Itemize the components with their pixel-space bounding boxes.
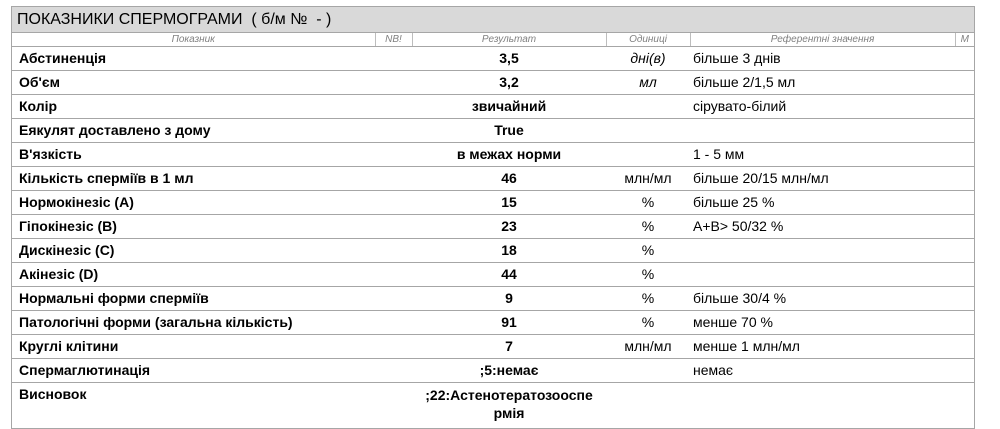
row-result: 7 bbox=[412, 335, 606, 359]
table-row bbox=[12, 335, 974, 359]
row-result: 44 bbox=[412, 263, 606, 287]
table-header-row bbox=[12, 33, 974, 47]
row-unit: дні(в) bbox=[606, 47, 690, 71]
row-result: ;22:Астенотератозооспе рмія bbox=[425, 387, 593, 421]
row-name: Абстиненція bbox=[12, 47, 375, 71]
row-nb bbox=[375, 311, 412, 335]
row-m bbox=[955, 167, 974, 191]
row-m bbox=[955, 239, 974, 263]
row-m bbox=[955, 383, 974, 429]
row-m bbox=[955, 191, 974, 215]
row-unit: млн/мл bbox=[606, 167, 690, 191]
row-result: True bbox=[412, 119, 606, 143]
row-reference bbox=[690, 119, 955, 143]
row-unit bbox=[606, 383, 690, 429]
row-name: Акінезіс (D) bbox=[12, 263, 375, 287]
row-unit: % bbox=[606, 311, 690, 335]
row-name: Об'єм bbox=[12, 71, 375, 95]
table-row bbox=[12, 119, 974, 143]
row-m bbox=[955, 335, 974, 359]
row-name: Дискінезіс (С) bbox=[12, 239, 375, 263]
row-result: ;5:немає bbox=[412, 359, 606, 383]
header-reference: Референтні значення bbox=[690, 33, 955, 47]
table-row bbox=[12, 47, 974, 71]
table-row bbox=[12, 311, 974, 335]
panel-title: ПОКАЗНИКИ СПЕРМОГРАМИ ( б/м № - ) bbox=[12, 7, 974, 33]
row-nb bbox=[375, 263, 412, 287]
header-nb: NB! bbox=[375, 33, 412, 47]
row-nb bbox=[375, 119, 412, 143]
row-reference: більше 25 % bbox=[690, 191, 955, 215]
row-nb bbox=[375, 359, 412, 383]
row-result: в межах норми bbox=[412, 143, 606, 167]
row-m bbox=[955, 119, 974, 143]
row-name: Кількість сперміїв в 1 мл bbox=[12, 167, 375, 191]
row-nb bbox=[375, 239, 412, 263]
spermogram-panel bbox=[11, 6, 975, 429]
row-name: Гіпокінезіс (В) bbox=[12, 215, 375, 239]
row-unit: % bbox=[606, 263, 690, 287]
header-units: Одиниці bbox=[606, 33, 690, 47]
row-nb bbox=[375, 287, 412, 311]
row-nb bbox=[375, 215, 412, 239]
row-unit: млн/мл bbox=[606, 335, 690, 359]
row-result: 23 bbox=[412, 215, 606, 239]
row-name: Нормокінезіс (А) bbox=[12, 191, 375, 215]
header-result: Результат bbox=[412, 33, 606, 47]
row-reference: більше 3 днів bbox=[690, 47, 955, 71]
row-result: звичайний bbox=[412, 95, 606, 119]
table-row bbox=[12, 71, 974, 95]
table-row bbox=[12, 359, 974, 383]
row-nb bbox=[375, 143, 412, 167]
row-result: 9 bbox=[412, 287, 606, 311]
table-row bbox=[12, 95, 974, 119]
row-reference: менше 70 % bbox=[690, 311, 955, 335]
row-result: 18 bbox=[412, 239, 606, 263]
row-result: 46 bbox=[412, 167, 606, 191]
row-nb bbox=[375, 47, 412, 71]
row-unit: мл bbox=[606, 71, 690, 95]
row-m bbox=[955, 143, 974, 167]
table-row bbox=[12, 215, 974, 239]
row-unit: % bbox=[606, 215, 690, 239]
row-name: Еякулят доставлено з дому bbox=[12, 119, 375, 143]
row-m bbox=[955, 263, 974, 287]
row-unit bbox=[606, 359, 690, 383]
row-name: Патологічні форми (загальна кількість) bbox=[12, 311, 375, 335]
row-result: 3,2 bbox=[412, 71, 606, 95]
row-name: Круглі клітини bbox=[12, 335, 375, 359]
table-row bbox=[12, 263, 974, 287]
table-row bbox=[12, 239, 974, 263]
row-reference bbox=[690, 239, 955, 263]
row-m bbox=[955, 359, 974, 383]
row-unit bbox=[606, 95, 690, 119]
row-reference: більше 20/15 млн/мл bbox=[690, 167, 955, 191]
header-indicator: Показник bbox=[12, 33, 375, 47]
row-reference: 1 - 5 мм bbox=[690, 143, 955, 167]
row-name: В'язкість bbox=[12, 143, 375, 167]
row-reference: А+В> 50/32 % bbox=[690, 215, 955, 239]
row-nb bbox=[375, 95, 412, 119]
row-reference: більше 2/1,5 мл bbox=[690, 71, 955, 95]
row-name: Висновок bbox=[19, 386, 87, 402]
results-table bbox=[12, 33, 974, 428]
row-unit: % bbox=[606, 239, 690, 263]
row-nb bbox=[375, 167, 412, 191]
row-name: Колір bbox=[12, 95, 375, 119]
row-m bbox=[955, 47, 974, 71]
header-m: М bbox=[955, 33, 974, 47]
row-result: 15 bbox=[412, 191, 606, 215]
row-unit bbox=[606, 143, 690, 167]
row-reference: немає bbox=[690, 359, 955, 383]
row-reference bbox=[690, 383, 955, 429]
row-reference bbox=[690, 263, 955, 287]
row-unit bbox=[606, 119, 690, 143]
row-nb bbox=[375, 383, 412, 429]
row-m bbox=[955, 215, 974, 239]
table-row bbox=[12, 143, 974, 167]
table-row bbox=[12, 191, 974, 215]
table-row bbox=[12, 167, 974, 191]
table-row bbox=[12, 287, 974, 311]
row-unit: % bbox=[606, 287, 690, 311]
table-row bbox=[12, 383, 974, 429]
row-name: Спермаглютинація bbox=[12, 359, 375, 383]
row-m bbox=[955, 71, 974, 95]
row-m bbox=[955, 287, 974, 311]
row-unit: % bbox=[606, 191, 690, 215]
row-m bbox=[955, 311, 974, 335]
row-reference: менше 1 млн/мл bbox=[690, 335, 955, 359]
row-name: Нормальні форми сперміїв bbox=[12, 287, 375, 311]
row-result: 3,5 bbox=[412, 47, 606, 71]
row-reference: сірувато-білий bbox=[690, 95, 955, 119]
row-result: 91 bbox=[412, 311, 606, 335]
row-nb bbox=[375, 71, 412, 95]
row-nb bbox=[375, 335, 412, 359]
row-reference: більше 30/4 % bbox=[690, 287, 955, 311]
row-m bbox=[955, 95, 974, 119]
row-nb bbox=[375, 191, 412, 215]
